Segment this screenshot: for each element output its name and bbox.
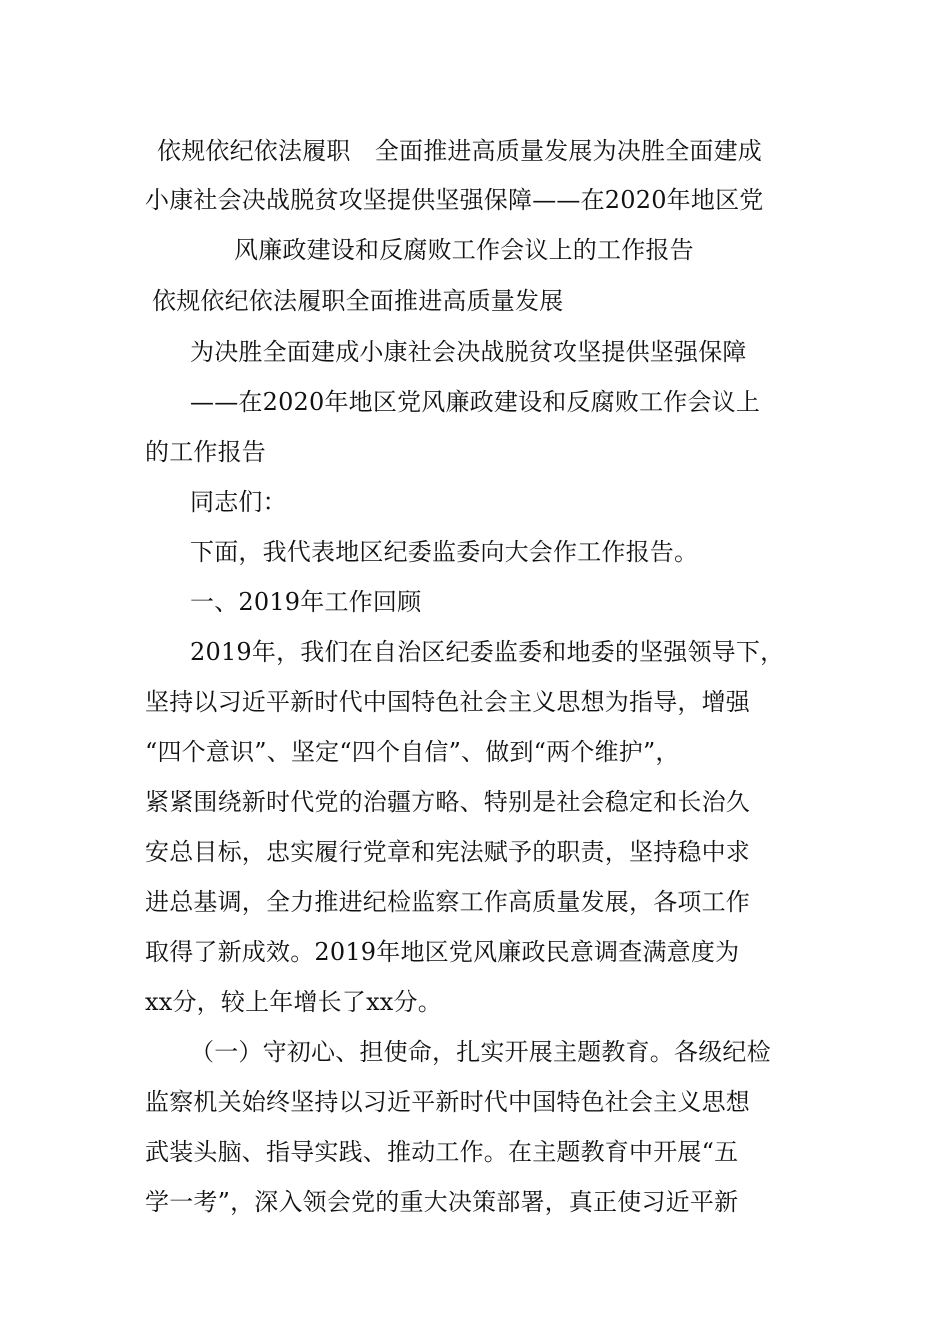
para2-line-4: 学一考”，深入领会党的重大决策部署，真正使习近平新 xyxy=(145,1188,739,1216)
salutation: 同志们： xyxy=(190,488,287,516)
para1-line-3: “四个意识”、坚定“四个自信”、做到“两个维护”， xyxy=(145,738,680,766)
para1-line-4: 紧紧围绕新时代党的治疆方略、特别是社会稳定和长治久 xyxy=(145,788,750,816)
subtitle-line-3: ——在2020年地区党风廉政建设和反腐败工作会议上 xyxy=(190,388,761,416)
para1-line-8: xx分，较上年增长了xx分。 xyxy=(145,988,442,1016)
subtitle-line-4: 的工作报告 xyxy=(145,438,266,466)
para1-line-2: 坚持以习近平新时代中国特色社会主义思想为指导，增强 xyxy=(145,688,750,716)
para2-line-3: 武装头脑、指导实践、推动工作。在主题教育中开展“五 xyxy=(145,1138,739,1166)
para2-line-2: 监察机关始终坚持以习近平新时代中国特色社会主义思想 xyxy=(145,1088,750,1116)
para2-line-1: （一）守初心、担使命，扎实开展主题教育。各级纪检 xyxy=(190,1038,771,1066)
section-heading: 一、2019年工作回顾 xyxy=(190,588,422,616)
para1-line-5: 安总目标，忠实履行党章和宪法赋予的职责，坚持稳中求 xyxy=(145,838,750,866)
document-title-line-1: 依规依纪依法履职 全面推进高质量发展为决胜全面建成 xyxy=(157,137,762,165)
para1-line-7: 取得了新成效。2019年地区党风廉政民意调查满意度为 xyxy=(145,938,740,966)
document-title-line-2: 小康社会决战脱贫攻坚提供坚强保障——在2020年地区党 xyxy=(145,186,764,214)
para1-line-6: 进总基调，全力推进纪检监察工作高质量发展，各项工作 xyxy=(145,888,750,916)
subtitle-line-1: 依规依纪依法履职全面推进高质量发展 xyxy=(152,287,564,315)
intro-paragraph: 下面，我代表地区纪委监委向大会作工作报告。 xyxy=(190,538,699,566)
document-title-line-3: 风廉政建设和反腐败工作会议上的工作报告 xyxy=(234,236,694,264)
para1-line-1: 2019年，我们在自治区纪委监委和地委的坚强领导下， xyxy=(190,638,785,666)
subtitle-line-2: 为决胜全面建成小康社会决战脱贫攻坚提供坚强保障 xyxy=(190,338,747,366)
